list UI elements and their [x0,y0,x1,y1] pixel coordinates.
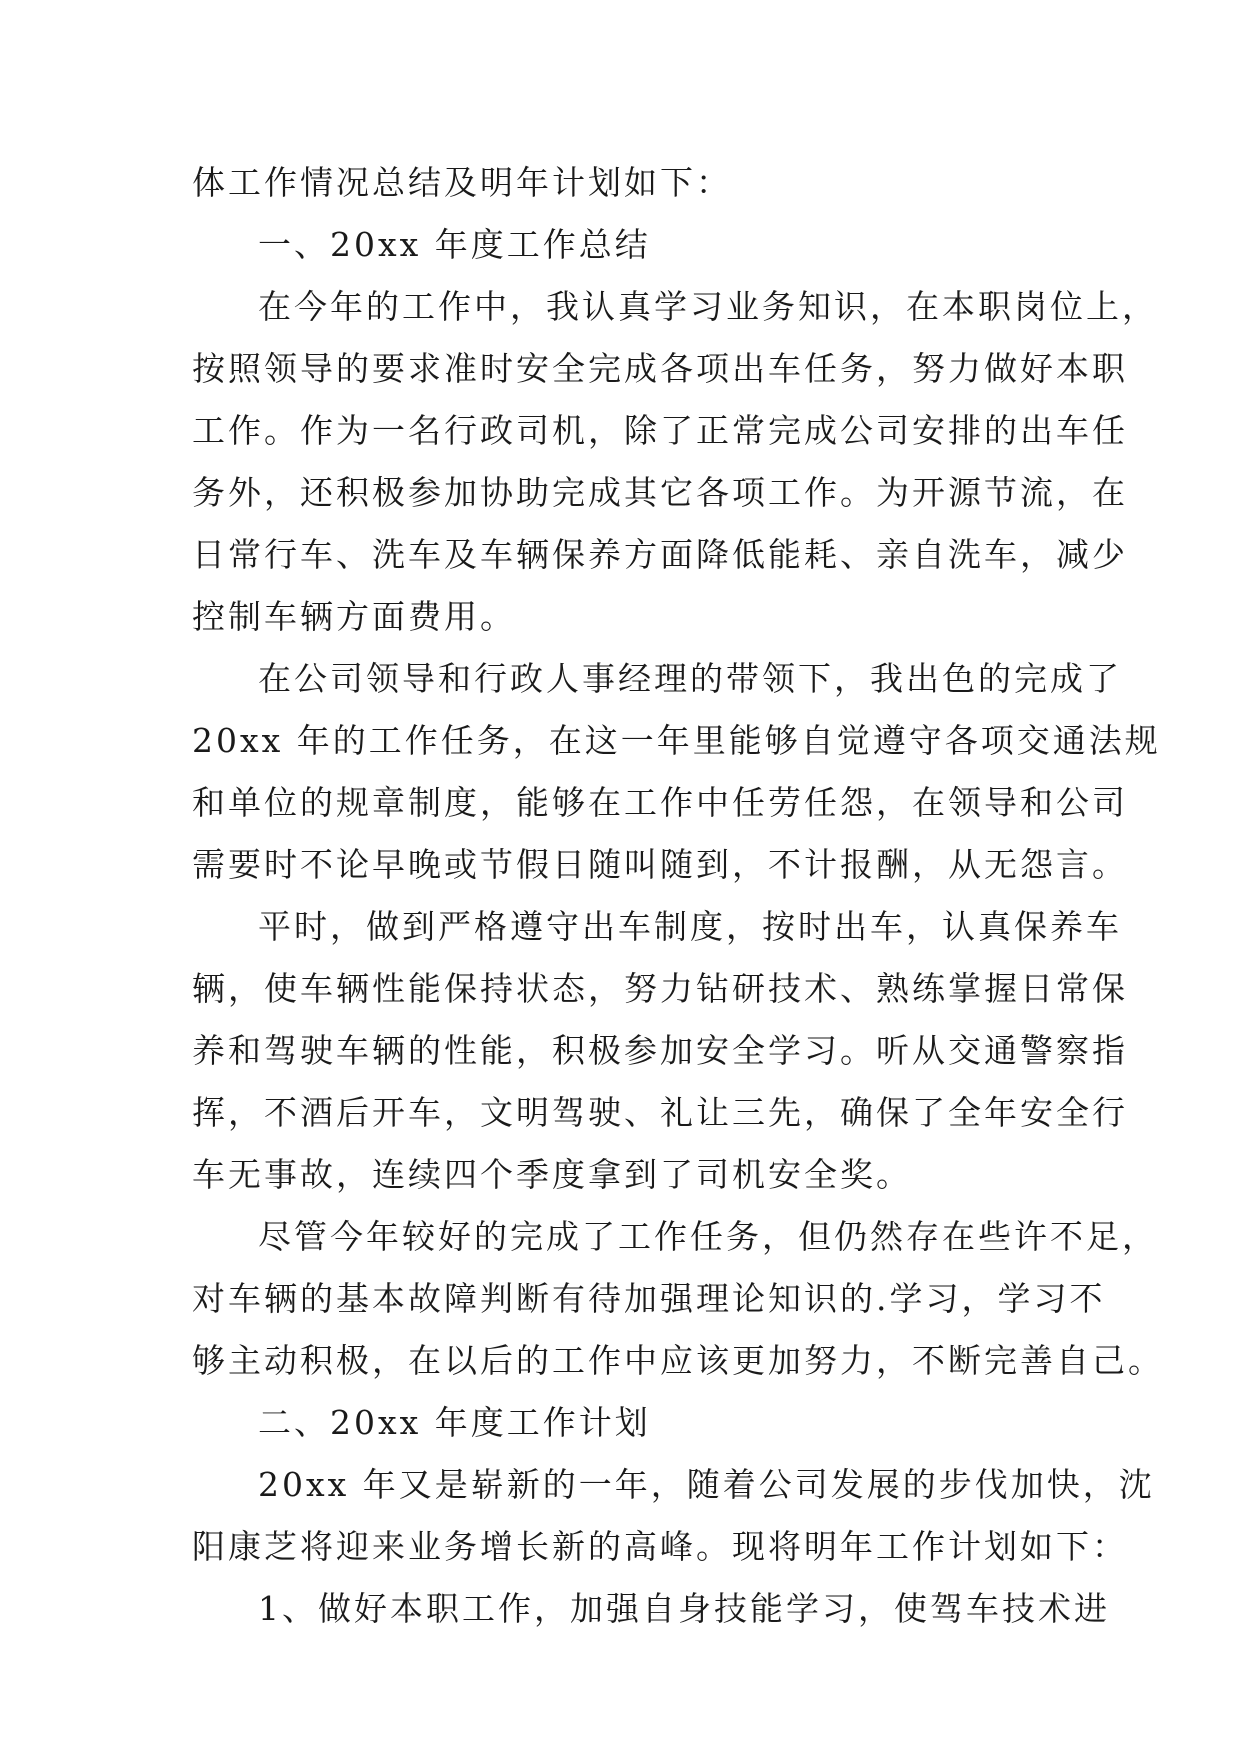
text-line: 在公司领导和行政人事经理的带领下，我出色的完成了 [258,659,1122,698]
text-line: 日常行车、洗车及车辆保养方面降低能耗、亲自洗车，减少 [192,535,1128,574]
text-line: 一、20xx 年度工作总结 [258,225,651,264]
text-line: 够主动积极，在以后的工作中应该更加努力，不断完善自己。 [192,1341,1164,1380]
text-line: 辆，使车辆性能保持状态，努力钻研技术、熟练掌握日常保 [192,969,1128,1008]
text-line: 在今年的工作中，我认真学习业务知识，在本职岗位上， [258,287,1158,326]
text-line: 车无事故，连续四个季度拿到了司机安全奖。 [192,1155,912,1194]
text-line: 务外，还积极参加协助完成其它各项工作。为开源节流，在 [192,473,1128,512]
text-line: 阳康芝将迎来业务增长新的高峰。现将明年工作计划如下： [192,1527,1128,1566]
text-line: 1、做好本职工作，加强自身技能学习，使驾车技术进 [258,1589,1110,1628]
text-line: 尽管今年较好的完成了工作任务，但仍然存在些许不足， [258,1217,1158,1256]
text-line: 对车辆的基本故障判断有待加强理论知识的.学习，学习不 [192,1279,1106,1318]
text-line: 体工作情况总结及明年计划如下： [192,163,732,202]
text-line: 养和驾驶车辆的性能，积极参加安全学习。听从交通警察指 [192,1031,1128,1070]
text-line: 20xx 年又是崭新的一年，随着公司发展的步伐加快，沈 [258,1465,1155,1504]
text-line: 二、20xx 年度工作计划 [258,1403,651,1442]
text-line: 按照领导的要求准时安全完成各项出车任务，努力做好本职 [192,349,1128,388]
text-line: 挥，不酒后开车，文明驾驶、礼让三先，确保了全年安全行 [192,1093,1128,1132]
text-line: 20xx 年的工作任务，在这一年里能够自觉遵守各项交通法规 [192,721,1161,760]
text-line: 控制车辆方面费用。 [192,597,516,636]
text-line: 平时，做到严格遵守出车制度，按时出车，认真保养车 [258,907,1122,946]
text-line: 工作。作为一名行政司机，除了正常完成公司安排的出车任 [192,411,1128,450]
text-line: 和单位的规章制度，能够在工作中任劳任怨，在领导和公司 [192,783,1128,822]
document-body [192,152,1164,1640]
text-line: 需要时不论早晚或节假日随叫随到，不计报酬，从无怨言。 [192,845,1128,884]
